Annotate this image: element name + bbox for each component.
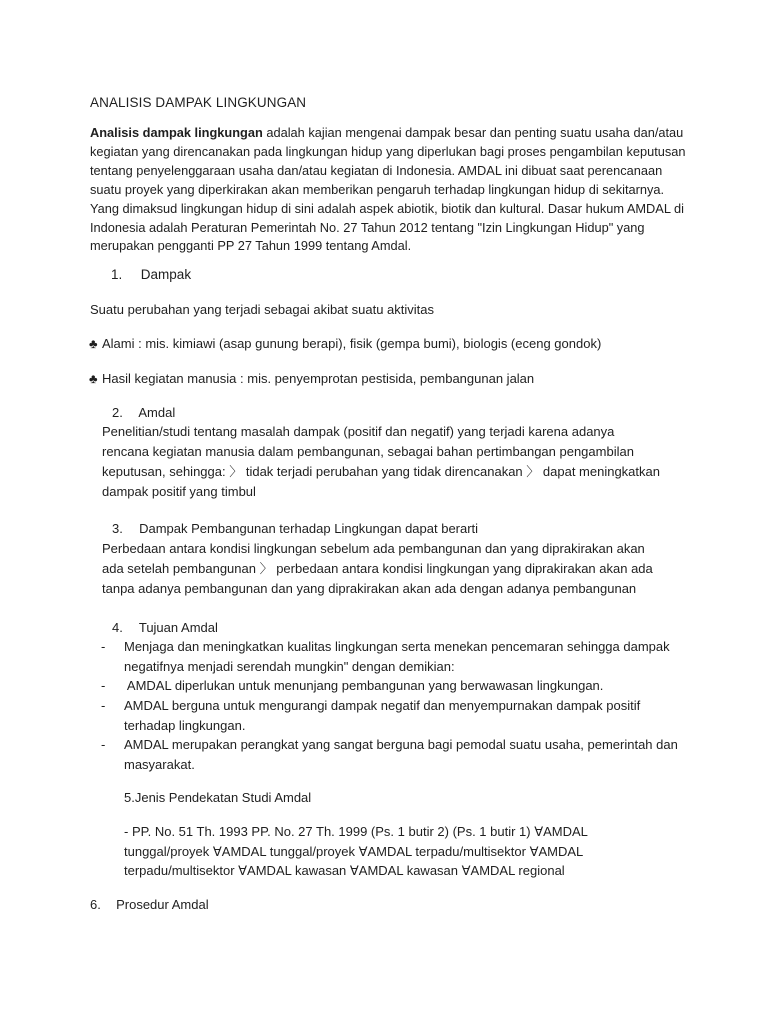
section-1-number: 1. — [111, 267, 123, 282]
section-6-heading — [90, 895, 209, 915]
section-3-line-1: Perbedaan antara kondisi lingkungan sebelum ada pembangunan dan yang diprakirakan akan — [102, 541, 645, 556]
section-3-line-2-b: perbedaan antara kondisi lingkungan yang diprakirakan akan ada — [272, 561, 653, 576]
section-2-line-3 — [102, 462, 660, 482]
section-5-line-1: - PP. No. 51 Th. 1993 PP. No. 27 Th. 1999 (Ps. 1 butir 2) (Ps. 1 butir 1) ∀AMDAL — [124, 824, 588, 839]
section-5-heading: 5.Jenis Pendekatan Studi Amdal — [124, 790, 312, 805]
section-2-title: Amdal — [138, 405, 176, 420]
dash-bullet: - — [101, 737, 106, 752]
goal-item-text: Menjaga dan meningkatkan kualitas lingkungan serta menekan pencemaran sehingga dampak negatifnya menjadi serendah mungkin" dengan demikian: — [124, 639, 670, 674]
section-4-title: Tujuan Amdal — [138, 620, 218, 635]
dash-bullet: - — [101, 678, 106, 693]
bracket-mark-icon: 〉 — [229, 464, 243, 479]
section-2-line-3-c: dapat meningkatkan — [539, 464, 660, 479]
dash-bullet: - — [101, 698, 106, 713]
section-1-title: Dampak — [140, 267, 192, 282]
section-1-heading — [111, 265, 191, 285]
intro-bold-term: Analisis dampak lingkungan — [90, 125, 263, 140]
section-3-heading — [112, 519, 478, 539]
section-3-line-2-a: ada setelah pembangunan — [102, 561, 260, 576]
section-3-title: Dampak Pembangunan terhadap Lingkungan dapat berarti — [139, 521, 479, 536]
section-2-line-3-b: tidak terjadi perubahan yang tidak direncanakan — [242, 464, 527, 479]
section-1-bullet-natural — [89, 334, 601, 354]
section-3-line-3: tanpa adanya pembangunan dan yang diprakirakan akan ada dengan adanya pembangunan — [102, 581, 637, 596]
intro-paragraph — [90, 124, 690, 256]
section-3-number: 3. — [112, 521, 123, 536]
page-title: ANALISIS DAMPAK LINGKUNGAN — [90, 95, 307, 110]
section-5-line-3: terpadu/multisektor ∀AMDAL kawasan ∀AMDAL kawasan ∀AMDAL regional — [124, 863, 565, 878]
section-4-heading — [112, 618, 218, 638]
section-2-line-1: Penelitian/studi tentang masalah dampak (positif dan negatif) yang terjadi karena adanya — [102, 424, 615, 439]
bullet-natural-text: Alami : mis. kimiawi (asap gunung berapi), fisik (gempa bumi), biologis (eceng gondok) — [102, 336, 602, 351]
section-5-line-2: tunggal/proyek ∀AMDAL tunggal/proyek ∀AMDAL terpadu/multisektor ∀AMDAL — [124, 844, 584, 859]
bullet-human-text: Hasil kegiatan manusia : mis. penyemprotan pestisida, pembangunan jalan — [102, 371, 535, 386]
dash-bullet: - — [101, 639, 106, 654]
section-2-line-2: rencana kegiatan manusia dalam pembangunan, sebagai bahan pertimbangan pengambilan — [102, 444, 634, 459]
section-1-description: Suatu perubahan yang terjadi sebagai akibat suatu aktivitas — [90, 302, 435, 317]
bracket-mark-icon: 〉 — [259, 561, 273, 576]
club-bullet-icon: ♣ — [89, 371, 98, 386]
goal-item-text: AMDAL diperlukan untuk menunjang pembangunan yang berwawasan lingkungan. — [124, 678, 604, 693]
club-bullet-icon: ♣ — [89, 336, 98, 351]
section-6-number: 6. — [90, 897, 101, 912]
section-2-heading — [112, 403, 175, 423]
section-1-bullet-human — [89, 369, 534, 389]
section-2-line-3-a: keputusan, sehingga: — [102, 464, 230, 479]
goal-item-text: AMDAL berguna untuk mengurangi dampak negatif dan menyempurnakan dampak positif terhadap lingkungan. — [124, 698, 641, 733]
section-2-number: 2. — [112, 405, 123, 420]
bracket-mark-icon: 〉 — [526, 464, 540, 479]
section-4-number: 4. — [112, 620, 123, 635]
section-2-line-4: dampak positif yang timbul — [102, 484, 256, 499]
goal-item-text: AMDAL merupakan perangkat yang sangat berguna bagi pemodal suatu usaha, pemerintah dan masyarakat. — [124, 737, 678, 772]
section-3-line-2 — [102, 559, 653, 579]
intro-text: adalah kajian mengenai dampak besar dan penting suatu usaha dan/atau kegiatan yang direncanakan pada lingkungan hidup yang diperlukan bagi proses pengambilan keputusan tentang penyelenggaraan usaha dan/atau kegiatan di Indonesia. AMDAL ini dibuat saat perencanaan suatu proyek yang diperkirakan akan memberikan pengaruh terhadap lingkungan hidup di sekitarnya. Yang dimaksud lingkungan hidup di sini adalah aspek abiotik, biotik dan kultural. Dasar hukum AMDAL di Indonesia adalah Peraturan Pemerintah No. 27 Tahun 2012 tentang "Izin Lingkungan Hidup" yang merupakan pengganti PP 27 Tahun 1999 tentang Amdal. — [90, 125, 686, 254]
section-6-title: Prosedur Amdal — [116, 897, 209, 912]
